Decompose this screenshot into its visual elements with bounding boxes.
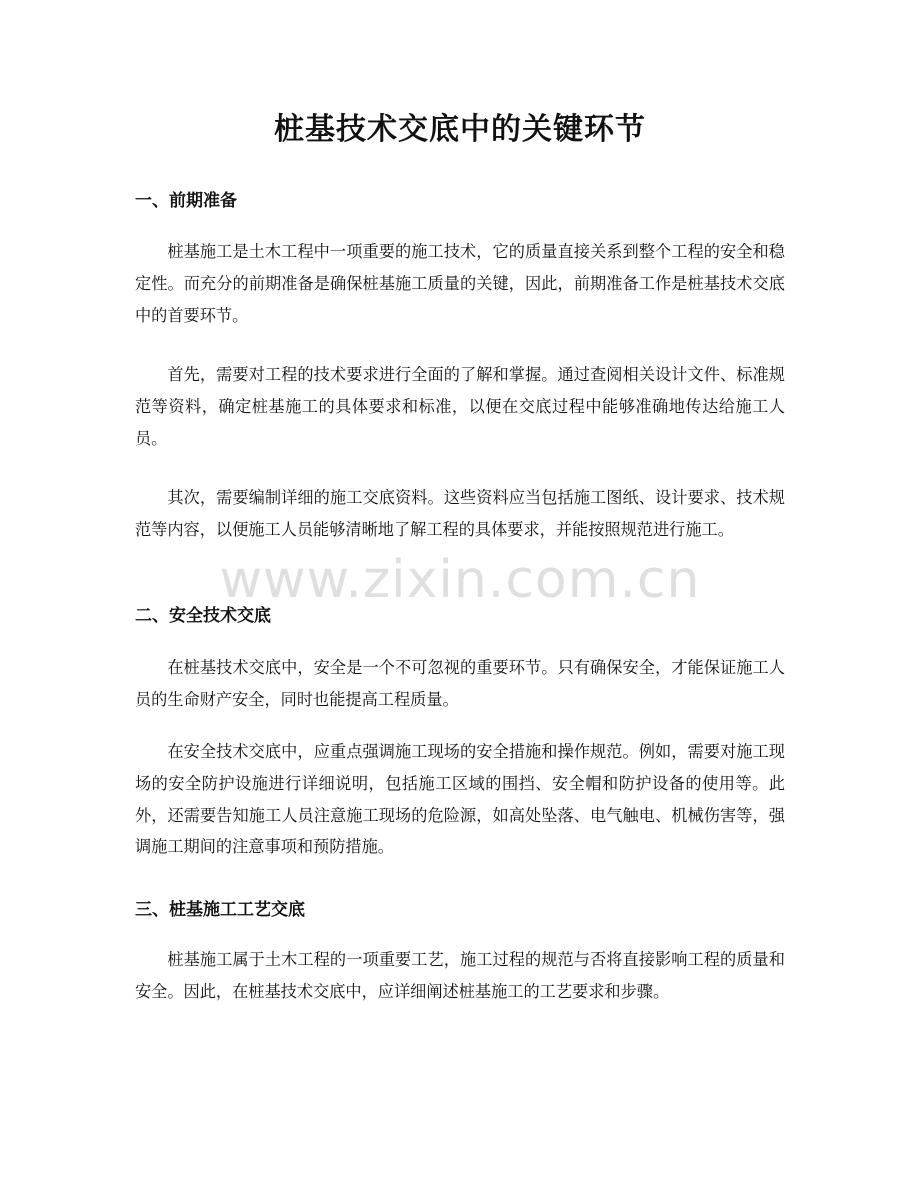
watermark: www.zixin.com.cn: [219, 550, 701, 610]
section-heading-safety: 二、安全技术交底: [135, 606, 271, 626]
paragraph: 首先，需要对工程的技术要求进行全面的了解和掌握。通过查阅相关设计文件、标准规范等资料，确定桩基施工的具体要求和标准，以便在交底过程中能够准确地传达给施工人员。: [135, 365, 785, 448]
paragraph: 在安全技术交底中，应重点强调施工现场的安全措施和操作规范。例如，需要对施工现场的安全防护设施进行详细说明，包括施工区域的围挡、安全帽和防护设备的使用等。此外，还需要告知施工人员注意施工现场的危险源，如高处坠落、电气触电、机械伤害等，强调施工期间的注意事项和预防措施。: [135, 742, 785, 857]
section-heading-process: 三、桩基施工工艺交底: [135, 900, 305, 920]
section-heading-preparation: 一、前期准备: [135, 191, 237, 211]
paragraph: 其次，需要编制详细的施工交底资料。这些资料应当包括施工图纸、设计要求、技术规范等内容，以便施工人员能够清晰地了解工程的具体要求，并能按照规范进行施工。: [135, 488, 785, 539]
paragraph: 桩基施工是土木工程中一项重要的施工技术，它的质量直接关系到整个工程的安全和稳定性。而充分的前期准备是确保桩基施工质量的关键，因此，前期准备工作是桩基技术交底中的首要环节。: [135, 242, 785, 325]
document-title: 桩基技术交底中的关键环节: [274, 112, 646, 147]
paragraph: 在桩基技术交底中，安全是一个不可忽视的重要环节。只有确保安全，才能保证施工人员的生命财产安全，同时也能提高工程质量。: [135, 658, 785, 709]
paragraph: 桩基施工属于土木工程的一项重要工艺，施工过程的规范与否将直接影响工程的质量和安全。因此，在桩基技术交底中，应详细阐述桩基施工的工艺要求和步骤。: [135, 950, 785, 1001]
